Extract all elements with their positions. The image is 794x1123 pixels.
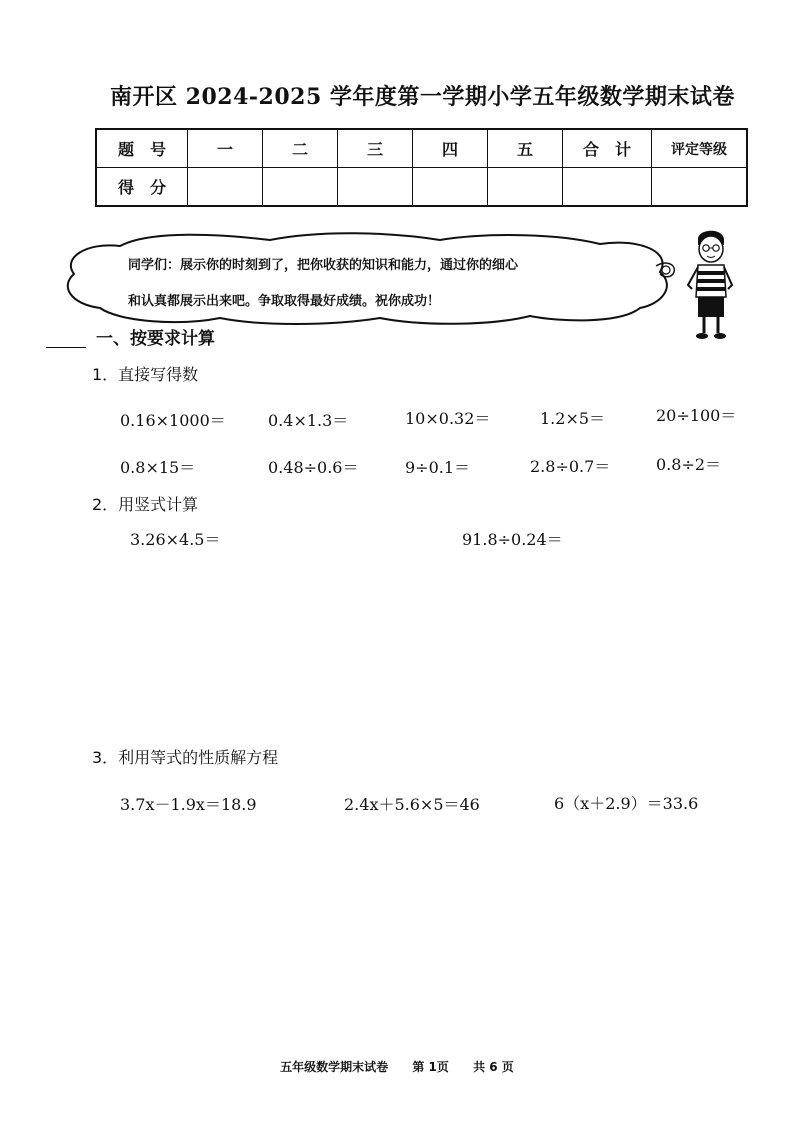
bubble-text-line: 同学们：展示你的时刻到了，把你收获的知识和能力，通过你的细心 [128, 258, 519, 273]
score-table-header-cell: 题 号 [96, 129, 188, 168]
page-title: 南开区 2024-2025 学年度第一学期小学五年级数学期末试卷 [110, 84, 735, 110]
math-expression: 10×0.32＝ [405, 409, 491, 428]
score-table [95, 128, 748, 207]
math-expression: 3.26×4.5＝ [130, 530, 221, 549]
math-expression: 1.2×5＝ [540, 409, 606, 428]
score-table-header-cell: 二 [263, 129, 338, 168]
math-expression: 0.16×1000＝ [120, 411, 226, 430]
score-table-header-cell: 五 [488, 129, 563, 168]
math-expression: 0.8×15＝ [120, 458, 196, 477]
score-cell[interactable] [338, 168, 413, 207]
page-footer [0, 1058, 794, 1075]
equation: 2.4x＋5.6×5＝46 [344, 795, 480, 814]
section-title: 一、按要求计算 [96, 329, 215, 349]
equation: 3.7x－1.9x＝18.9 [120, 795, 257, 814]
math-expression: 0.48÷0.6＝ [268, 458, 359, 477]
score-table-header-cell: 合 计 [563, 129, 652, 168]
footer-total-pages: 共 6 页 [473, 1060, 514, 1074]
footer-exam-name: 五年级数学期末试卷 [280, 1060, 389, 1074]
math-expression: 0.8÷2＝ [656, 455, 722, 474]
question-label: 3．利用等式的性质解方程 [92, 748, 279, 767]
score-cell[interactable] [488, 168, 563, 207]
score-table-header-cell: 一 [188, 129, 263, 168]
score-cell[interactable] [413, 168, 488, 207]
score-cell[interactable] [563, 168, 652, 207]
score-table-header-row [96, 129, 747, 168]
score-table-header-cell: 评定等级 [652, 129, 748, 168]
score-row-label: 得 分 [96, 168, 188, 207]
footer-page-number: 第 1页 [412, 1060, 449, 1074]
score-cell[interactable] [652, 168, 748, 207]
score-table-score-row [96, 168, 747, 207]
score-cell[interactable] [188, 168, 263, 207]
question-label: 2．用竖式计算 [92, 495, 199, 514]
math-expression: 2.8÷0.7＝ [530, 457, 611, 476]
score-cell[interactable] [263, 168, 338, 207]
math-expression: 0.4×1.3＝ [268, 411, 349, 430]
bubble-text-line: 和认真都展示出来吧。争取取得最好成绩。祝你成功！ [128, 294, 441, 309]
math-expression: 91.8÷0.24＝ [462, 530, 563, 549]
score-table-header-cell: 三 [338, 129, 413, 168]
equation: 6（x＋2.9）＝33.6 [554, 794, 699, 813]
score-blank-line [46, 347, 86, 348]
math-expression: 20÷100＝ [656, 406, 737, 425]
math-expression: 9÷0.1＝ [405, 458, 471, 477]
student-illustration-icon [682, 225, 738, 345]
bubble-text [128, 248, 668, 320]
score-table-header-cell: 四 [413, 129, 488, 168]
question-label: 1．直接写得数 [92, 365, 199, 384]
